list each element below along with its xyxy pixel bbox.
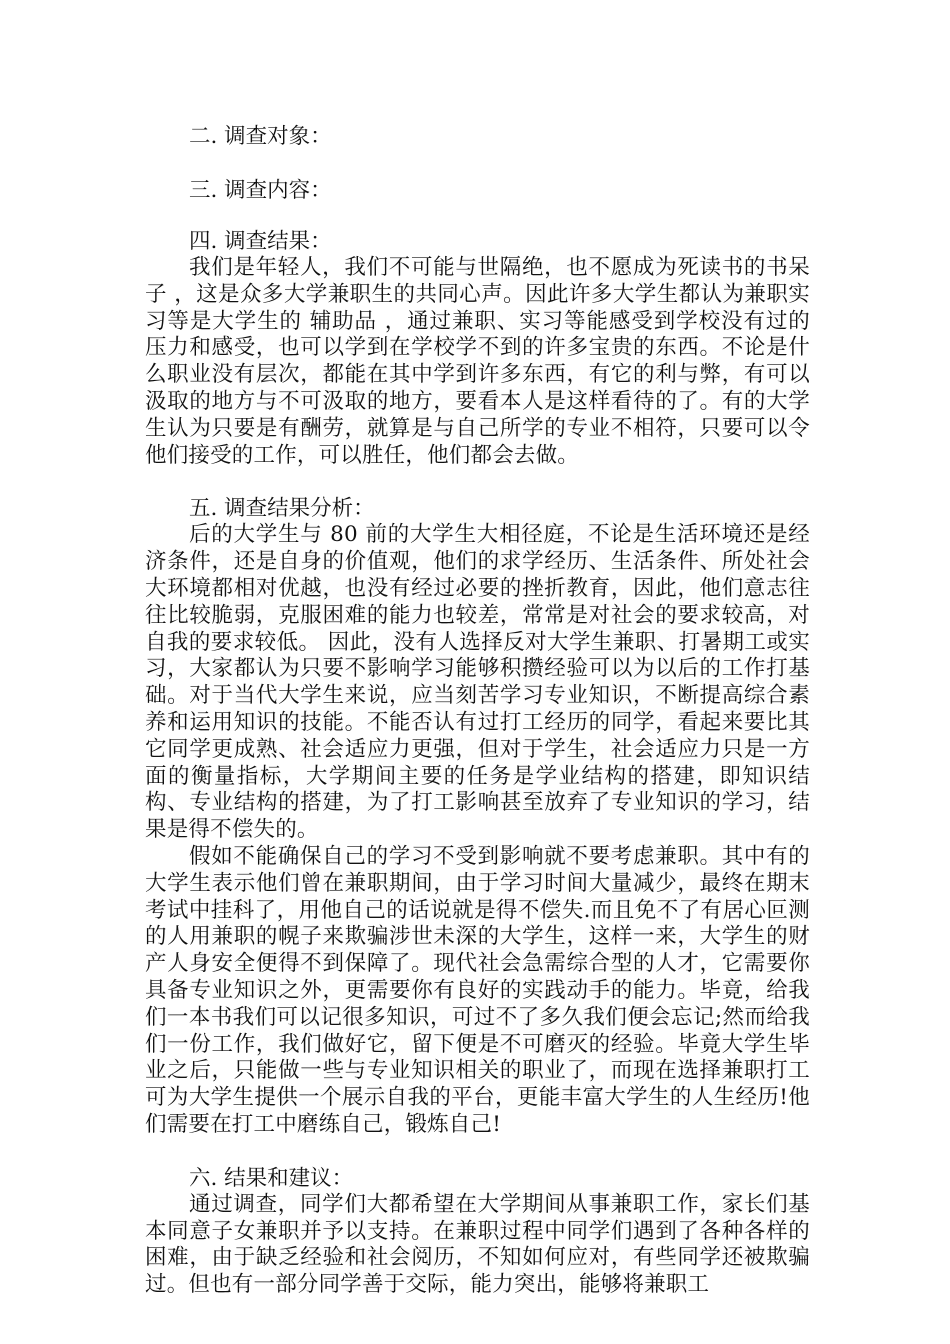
suggestions-paragraph: 通过调查，同学们大都希望在大学期间从事兼职工作，家长们基本同意子女兼职并予以支持。在兼职过程中同学们遇到了各种各样的困难，由于缺乏经验和社会阅历，不知如何应对，有些同学还被欺骗过。但也有一部分同学善于交际，能力突出，能够将兼职工 (145, 1191, 810, 1298)
analysis-paragraph-2: 假如不能确保自己的学习不受到影响就不要考虑兼职。其中有的大学生表示他们曾在兼职期间，由于学习时间大量减少，最终在期末考试中挂科了，用他自己的话说就是得不偿失.而且免不了有居心叵测的人用兼职的幌子来欺骗涉世未深的大学生，这样一来，大学生的财产人身安全便得不到保障了。现代社会急需综合型的人才，它需要你具备专业知识之外，更需要你有良好的实践动手的能力。毕竟，给我们一本书我们可以记很多知识，可过不了多久我们便会忘记;然而给我们一份工作，我们做好它，留下便是不可磨灭的经验。毕竟大学生毕业之后，只能做一些与专业知识相关的职业了，而现在选择兼职打工可为大学生提供一个展示自我的平台，更能丰富大学生的人生经历!他们需要在打工中磨练自己，锻炼自己! (145, 843, 810, 1137)
section-heading-objects: 二. 调查对象： (189, 124, 332, 149)
analysis-paragraph-1: 后的大学生与 80 前的大学生大相径庭，不论是生活环境还是经济条件，还是自身的价值观，他们的求学经历、生活条件、所处社会大环境都相对优越，也没有经过必要的挫折教育，因此，他们意志往往比较脆弱，克服困难的能力也较差，常常是对社会的要求较高，对自我的要求较低。 因此，没有人选择反对大学生兼职、打暑期工或实习，大家都认为只要不影响学习能够积攒经验可以为以后的工作打基础。对于当代大学生来说，应当刻苦学习专业知识，不断提高综合素养和运用知识的技能。不能否认有过打工经历的同学，看起来要比其它同学更成熟、社会适应力更强，但对于学生，社会适应力只是一方面的衡量指标，大学期间主要的任务是学业结构的搭建，即知识结构、专业结构的搭建，为了打工影响甚至放弃了专业知识的学习，结果是得不偿失的。 (145, 522, 810, 843)
document-body (145, 120, 810, 1299)
section-heading-results: 四. 调查结果： (189, 229, 332, 254)
section-heading-suggestions: 六. 结果和建议： (189, 1165, 354, 1191)
section-heading-content: 三. 调查内容： (189, 178, 332, 203)
results-paragraph: 我们是年轻人，我们不可能与世隔绝，也不愿成为死读书的书呆子 ，这是众多大学兼职生的共同心声。因此许多大学生都认为兼职实习等是大学生的 辅助品 ，通过兼职、实习等能感受到学校没有过的压力和感受，也可以学到在学校学不到的许多宝贵的东西。不论是什么职业没有层次，都能在其中学到许多东西，有它的利与弊，有可以汲取的地方与不可汲取的地方，要看本人是这样看待的了。有的大学生认为只要是有酬劳，就算是与自己所学的专业不相符，只要可以令他们接受的工作，可以胜任，他们都会去做。 (145, 255, 810, 468)
section-heading-analysis: 五. 调查结果分析： (189, 496, 375, 522)
